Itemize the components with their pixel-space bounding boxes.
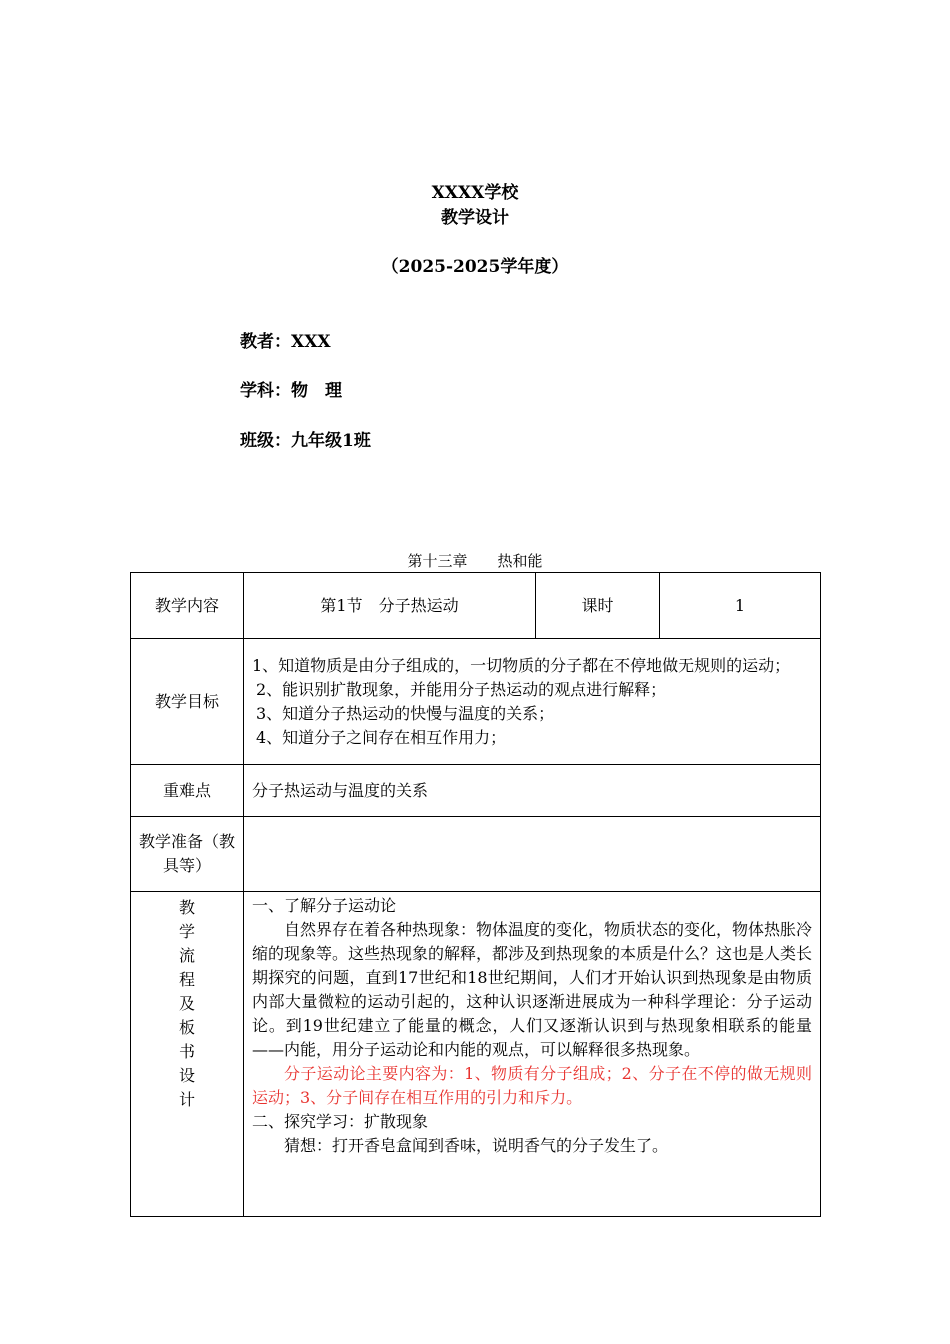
chapter-title: 第十三章 热和能 [407, 552, 543, 570]
paragraph: 猜想：打开香皂盒闻到香味，说明香气的分子发生了。 [284, 1136, 669, 1155]
paragraph: 自然界存在着各种热现象：物体温度的变化，物质状态的变化，物体热胀冷缩的现象等。这些热现象的解释，都涉及到热现象的本质是什么？这也是人类长期探究的问题，直到17世纪和18世纪期间，人们才开始认识到热现象是由物质内部大量微粒的运动引起的，这种认识逐渐进展成为一种科学理论：分子运动论。到19世纪建立了能量的概念，人们又逐渐认识到与热现象相联系的能量——内能，用分子运动论和内能的观点，可以解释很多热现象。 [252, 920, 813, 1059]
flow-label-char: 程 [178, 970, 195, 989]
flow-label-char: 及 [178, 994, 195, 1013]
preparation-value [244, 817, 821, 892]
key-points-value: 分子热运动与温度的关系 [244, 765, 821, 817]
content-value: 第1节 分子热运动 [244, 573, 536, 639]
preparation-label: 教学准备（教具等） [131, 817, 244, 892]
goals-cell [244, 639, 821, 765]
flow-label-char: 学 [178, 922, 195, 941]
flow-label-char: 教 [178, 898, 195, 917]
period-label: 课时 [536, 573, 660, 639]
goal-item: 3、知道分子热运动的快慢与温度的关系； [256, 703, 555, 723]
school-name: XXXX学校 [431, 183, 519, 203]
flow-content [244, 892, 821, 1217]
goal-item: 2、能识别扩散现象，并能用分子热运动的观点进行解释； [256, 679, 667, 699]
content-row [131, 573, 821, 639]
academic-year: （2025-2025学年度） [381, 257, 569, 277]
goal-item: 4、知道分子之间存在相互作用力； [256, 727, 507, 747]
highlighted-paragraph: 分子运动论主要内容为：1、物质有分子组成；2、分子在不停的做无规则运动；3、分子间存在相互作用的引力和斥力。 [252, 1064, 812, 1107]
class-field: 班级：九年级1班 [240, 431, 371, 451]
section-heading: 二、探究学习：扩散现象 [252, 1112, 429, 1131]
subject-field: 学科：物 理 [240, 381, 342, 401]
key-points-label: 重难点 [131, 765, 244, 817]
flow-label [131, 892, 244, 1217]
preparation-row [131, 817, 821, 892]
teacher-field: 教者：XXX [240, 332, 331, 352]
content-label: 教学内容 [131, 573, 244, 639]
goals-row [131, 639, 821, 765]
goals-label: 教学目标 [131, 639, 244, 765]
flow-label-char: 板 [178, 1018, 195, 1037]
lesson-plan-table [130, 572, 821, 1217]
flow-label-char: 设 [178, 1066, 195, 1085]
flow-label-char: 书 [178, 1042, 195, 1061]
period-value: 1 [660, 573, 821, 639]
flow-label-char: 计 [178, 1090, 195, 1109]
flow-row [131, 892, 821, 1217]
document-type: 教学设计 [441, 208, 509, 228]
key-points-row [131, 765, 821, 817]
section-heading: 一、了解分子运动论 [252, 896, 397, 915]
goal-item: 1、知道物质是由分子组成的，一切物质的分子都在不停地做无规则的运动； [252, 655, 791, 675]
flow-label-char: 流 [178, 946, 195, 965]
